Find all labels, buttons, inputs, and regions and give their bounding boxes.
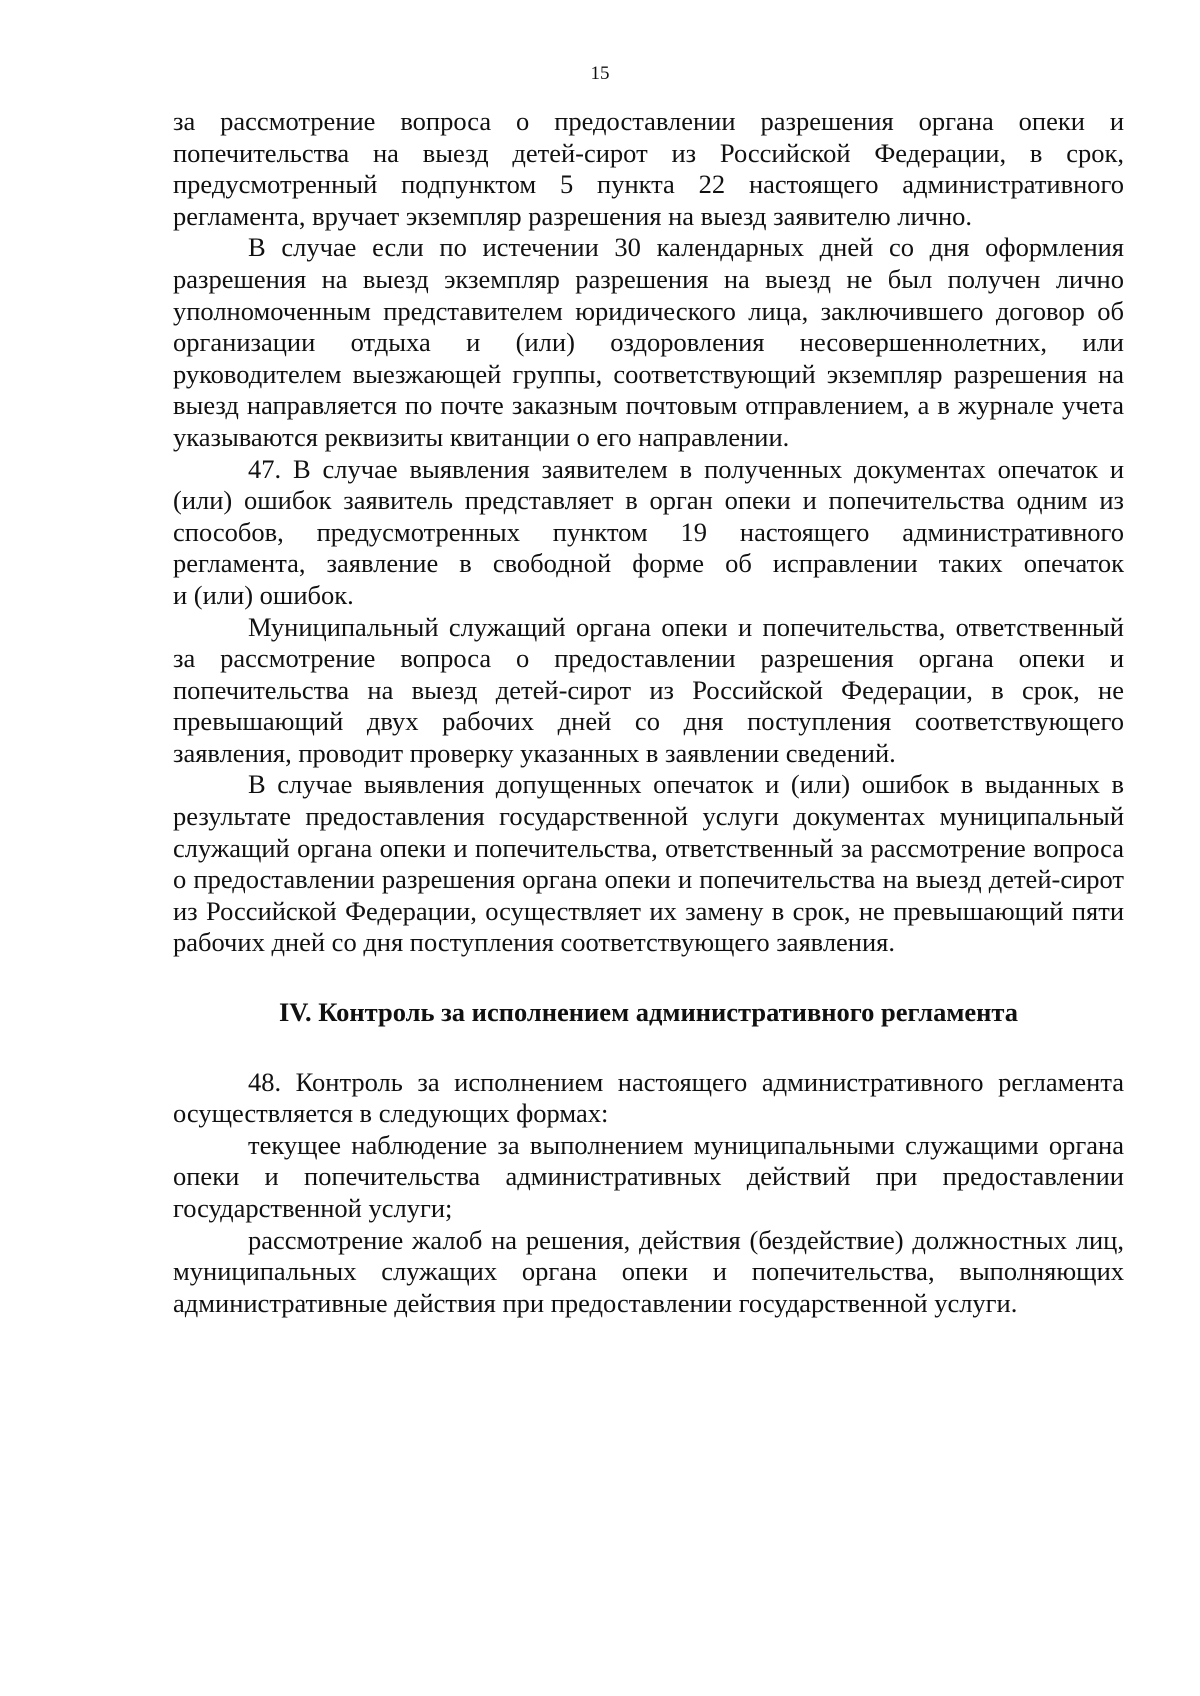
paragraph-verification: Муниципальный служащий органа опеки и попечительства, ответственный за рассмотрение вопроса о предоставлении разрешения органа опеки и попечительства на выезд детей-сирот из Российской Федерации, в срок, не превышающий двух рабочих дней со дня поступления соответствующего заявления, проводит проверку указанных в заявлении сведений. — [173, 611, 1124, 768]
paragraph-continuation: за рассмотрение вопроса о предоставлении разрешения органа опеки и попечительства на выезд детей-сирот из Российской Федерации, в срок, предусмотренный подпунктом 5 пункта 22 настоящего административного регламента, вручает экземпляр разрешения на выезд заявителю лично. — [173, 106, 1124, 231]
paragraph-replacement: В случае выявления допущенных опечаток и (или) ошибок в выданных в результате предоставления государственной услуги документах муниципальный служащий органа опеки и попечительства, ответственный за рассмотрение вопроса о предоставлении разрешения органа опеки и попечительства на выезд детей-сирот из Российской Федерации, осуществляет их замену в срок, не превышающий пяти рабочих дней со дня поступления соответствующего заявления. — [173, 769, 1124, 958]
paragraph-complaints: рассмотрение жалоб на решения, действия (бездействие) должностных лиц, муниципальных служащих органа опеки и попечительства, выполняющих административные действия при предоставлении государственной услуги. — [173, 1224, 1124, 1318]
paragraph-47-line1: 47. В случае выявления заявителем в полученных документах опечаток и (или) ошибок заявитель представляет в орган опеки и попечительства одним из способов, предусмотренных пунктом 19 настоящего административного регламента, заявление в свободной форме об исправлении таких опечаток — [173, 453, 1124, 579]
paragraph-48: 48. Контроль за исполнением настоящего административного регламента осуществляется в следующих формах: — [173, 1066, 1124, 1129]
page-number: 15 — [590, 63, 610, 84]
paragraph-47-line2: и (или) ошибок. — [173, 579, 354, 610]
document-body — [173, 106, 1124, 1319]
paragraph-current-monitoring: текущее наблюдение за выполнением муниципальными служащими органа опеки и попечительства административных действий при предоставлении государственной услуги; — [173, 1129, 1124, 1223]
paragraph-unclaimed-permit: В случае если по истечении 30 календарных дней со дня оформления разрешения на выезд экземпляр разрешения на выезд не был получен лично уполномоченным представителем юридического лица, заключившего договор об организации отдыха и (или) оздоровления несовершеннолетних, или руководителем выезжающей группы, соответствующий экземпляр разрешения на выезд направляется по почте заказным почтовым отправлением, а в журнале учета указываются реквизиты квитанции о его направлении. — [173, 232, 1124, 452]
section-heading: IV. Контроль за исполнением административного регламента — [278, 997, 1019, 1028]
